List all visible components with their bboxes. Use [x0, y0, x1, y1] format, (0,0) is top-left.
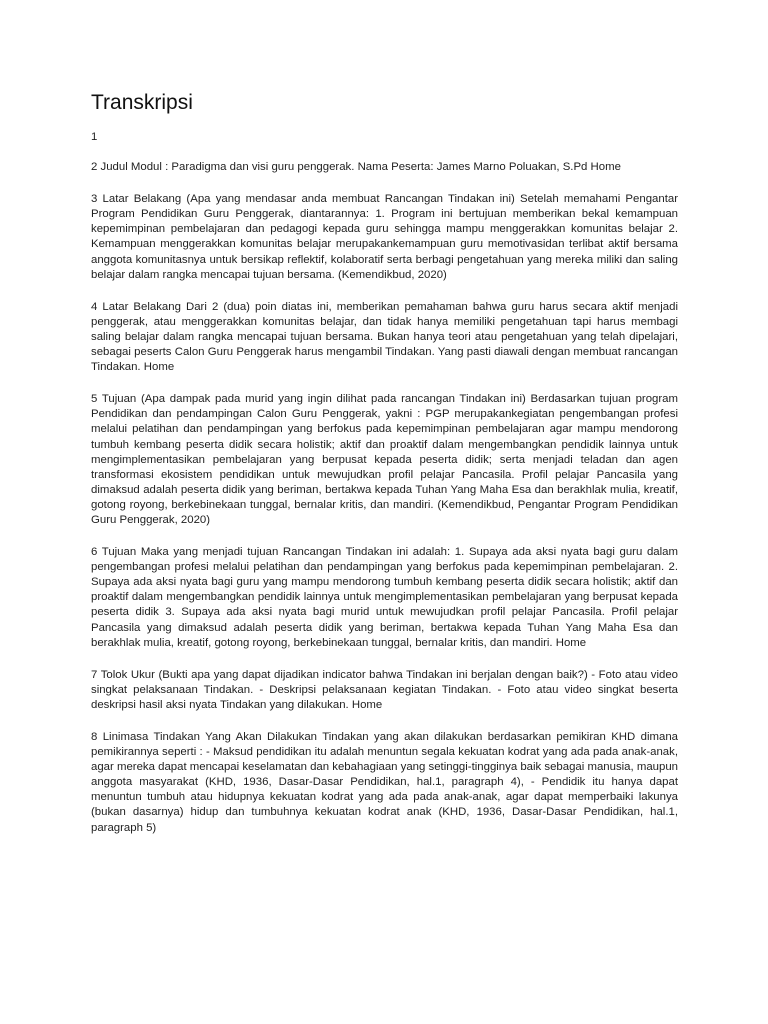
paragraph-1: 1 — [91, 131, 98, 143]
document-page — [91, 90, 678, 853]
paragraph-4: 4 Latar Belakang Dari 2 (dua) poin diatas ini, memberikan pemahaman bahwa guru harus secara aktif menjadi penggerak, atau menggerakkan komunitas belajar, dan tidak hanya memiliki pengetahuan tapi harus membagi saling belajar dalam rangka mencapai tujuan bersama. Bukan hanya teori atau pengetahuan yang telah dipelajari, sebagai peserts Calon Guru Penggerak harus mengambil Tindakan. Yang pasti diawali dengan membuat rancangan Tindakan. Home — [91, 300, 678, 374]
page-title: Transkripsi — [91, 91, 193, 114]
paragraph-7: 7 Tolok Ukur (Bukti apa yang dapat dijadikan indicator bahwa Tindakan ini berjalan dengan baik?) - Foto atau video singkat pelaksanaan Tindakan. - Deskripsi pelaksanaan kegiatan Tindakan. - Foto atau video singkat beserta deskripsi hasil aksi nyata Tindakan yang dilakukan. Home — [91, 668, 678, 711]
paragraph-5: 5 Tujuan (Apa dampak pada murid yang ingin dilihat pada rancangan Tindakan ini) Berdasarkan tujuan program Pendidikan dan pendampingan Calon Guru Penggerak, yakni : PGP merupakankegiatan pengembangan profesi melalui pelatihan dan pendampingan yang berfokus pada kepemimpinan pembelajaran agar mampu mendorong tumbuh kembang peserta didik secara holistik; aktif dan proaktif dalam mengembangkan pendidik lainnya untuk mengimplementasikan pembelajaran yang berpusat kepada peserta didik; serta menjadi teladan dan agen transformasi ekosistem pendidikan untuk mewujudkan profil pelajar Pancasila. Profil pelajar Pancasila yang dimaksud adalah peserta didik yang beriman, bertakwa kepada Tuhan Yang Maha Esa dan berakhlak mulia, kreatif, gotong royong, berkebinekaan tunggal, bernalar kritis, dan mandiri. (Kemendikbud, Pengantar Program Pendidikan Guru Penggerak, 2020) — [91, 393, 678, 526]
paragraph-8: 8 Linimasa Tindakan Yang Akan Dilakukan Tindakan yang akan dilakukan berdasarkan pemikiran KHD dimana pemikirannya seperti : - Maksud pendidikan itu adalah menuntun segala kekuatan kodrat yang ada pada anak-anak, agar mereka dapat mencapai keselamatan dan kebahagiaan yang setinggi-tingginya baik sebagai manusia, maupun anggota masyarakat (KHD, 1936, Dasar-Dasar Pendidikan, hal.1, paragraph 4), - Pendidik itu hanya dapat menuntun tumbuh atau hidupnya kekuatan kodrat yang ada pada anak-anak, agar dapat memperbaiki lakunya (bukan dasarnya) hidup dan tumbuhnya kekuatan kodrat anak (KHD, 1936, Dasar-Dasar Pendidikan, hal.1, paragraph 5) — [91, 731, 679, 834]
paragraph-3: 3 Latar Belakang (Apa yang mendasar anda membuat Rancangan Tindakan ini) Setelah memahami Pengantar Program Pendidikan Guru Penggerak, diantarannya: 1. Program ini bertujuan memberikan bekal kemampuan kepemimpinan pembelajaran dan pedagogi kepada guru sehingga mampu menggerakkan komunitas belajar 2. Kemampuan menggerakkan komunitas belajar merupakankemampuan guru memotivasidan terlibat aktif bersama anggota komunitasnya untuk bersikap reflektif, kolaboratif serta berbagi pengetahuan yang mereka miliki dan saling belajar dalam rangka mencapai tujuan bersama. (Kemendikbud, 2020) — [91, 193, 678, 281]
paragraph-6: 6 Tujuan Maka yang menjadi tujuan Rancangan Tindakan ini adalah: 1. Supaya ada aksi nyata bagi guru dalam pengembangan profesi melalui pelatihan dan pendampingan yang berfokus pada kepemimpinan pembelajaran. 2. Supaya ada aksi nyata bagi guru yang mampu mendorong tumbuh kembang peserta didik secara holistik; aktif dan proaktif dalam mengembangkan pendidik lainnya untuk mengimplementasikan pembelajaran yang berpusat kepada peserta didik 3. Supaya ada aksi nyata bagi murid untuk mewujudkan profil pelajar Pancasila. Profil pelajar Pancasila yang dimaksud adalah peserta didik yang beriman, bertakwa kepada Tuhan Yang Maha Esa dan berakhlak mulia, kreatif, gotong royong, berkebinekaan tunggal, bernalar kritis, dan mandiri. Home — [91, 546, 678, 649]
paragraph-2: 2 Judul Modul : Paradigma dan visi guru penggerak. Nama Peserta: James Marno Poluakan, S.Pd Home — [91, 161, 621, 174]
